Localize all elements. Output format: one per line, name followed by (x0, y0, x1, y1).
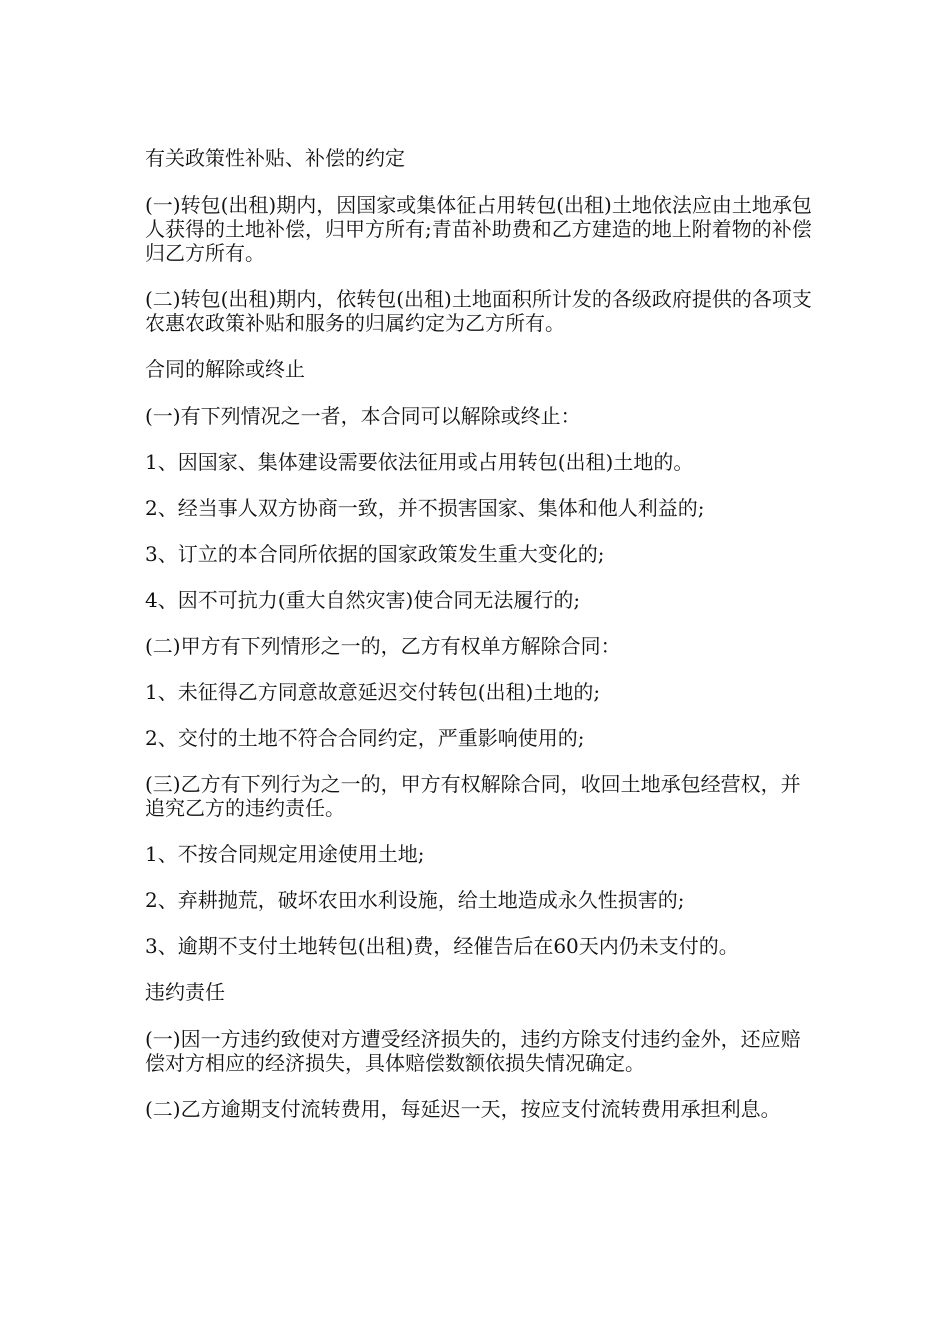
list-item: 3、逾期不支付土地转包(出租)费，经催告后在60天内仍未支付的。 (145, 934, 739, 958)
list-item: 3、订立的本合同所依据的国家政策发生重大变化的; (145, 542, 605, 566)
paragraph: (二)转包(出租)期内，依转包(出租)土地面积所计发的各级政府提供的各项支农惠农政策补贴和服务的归属约定为乙方所有。 (145, 287, 812, 335)
list-item: 1、因国家、集体建设需要依法征用或占用转包(出租)土地的。 (145, 450, 694, 474)
section-heading-liability: 违约责任 (145, 980, 225, 1004)
document-body (145, 146, 815, 1143)
section-heading-subsidy: 有关政策性补贴、补偿的约定 (145, 146, 405, 170)
list-item: 4、因不可抗力(重大自然灾害)使合同无法履行的; (145, 588, 581, 612)
paragraph: (二)乙方逾期支付流转费用，每延迟一天，按应支付流转费用承担利息。 (145, 1097, 781, 1121)
list-item: 2、弃耕抛荒，破坏农田水利设施，给土地造成永久性损害的; (145, 888, 685, 912)
paragraph: (一)因一方违约致使对方遭受经济损失的，违约方除支付违约金外，还应赔偿对方相应的经济损失，具体赔偿数额依损失情况确定。 (145, 1027, 801, 1075)
paragraph: (一)转包(出租)期内，因国家或集体征占用转包(出租)土地依法应由土地承包人获得的土地补偿，归甲方所有;青苗补助费和乙方建造的地上附着物的补偿归乙方所有。 (145, 193, 812, 265)
list-item: 2、经当事人双方协商一致，并不损害国家、集体和他人利益的; (145, 496, 705, 520)
paragraph: (一)有下列情况之一者，本合同可以解除或终止： (145, 404, 581, 428)
paragraph: (二)甲方有下列情形之一的，乙方有权单方解除合同： (145, 634, 621, 658)
list-item: 1、不按合同规定用途使用土地; (145, 842, 425, 866)
section-heading-termination: 合同的解除或终止 (145, 357, 305, 381)
paragraph: (三)乙方有下列行为之一的，甲方有权解除合同，收回土地承包经营权，并追究乙方的违约责任。 (145, 772, 801, 820)
list-item: 2、交付的土地不符合合同约定，严重影响使用的; (145, 726, 585, 750)
list-item: 1、未征得乙方同意故意延迟交付转包(出租)土地的; (145, 680, 601, 704)
